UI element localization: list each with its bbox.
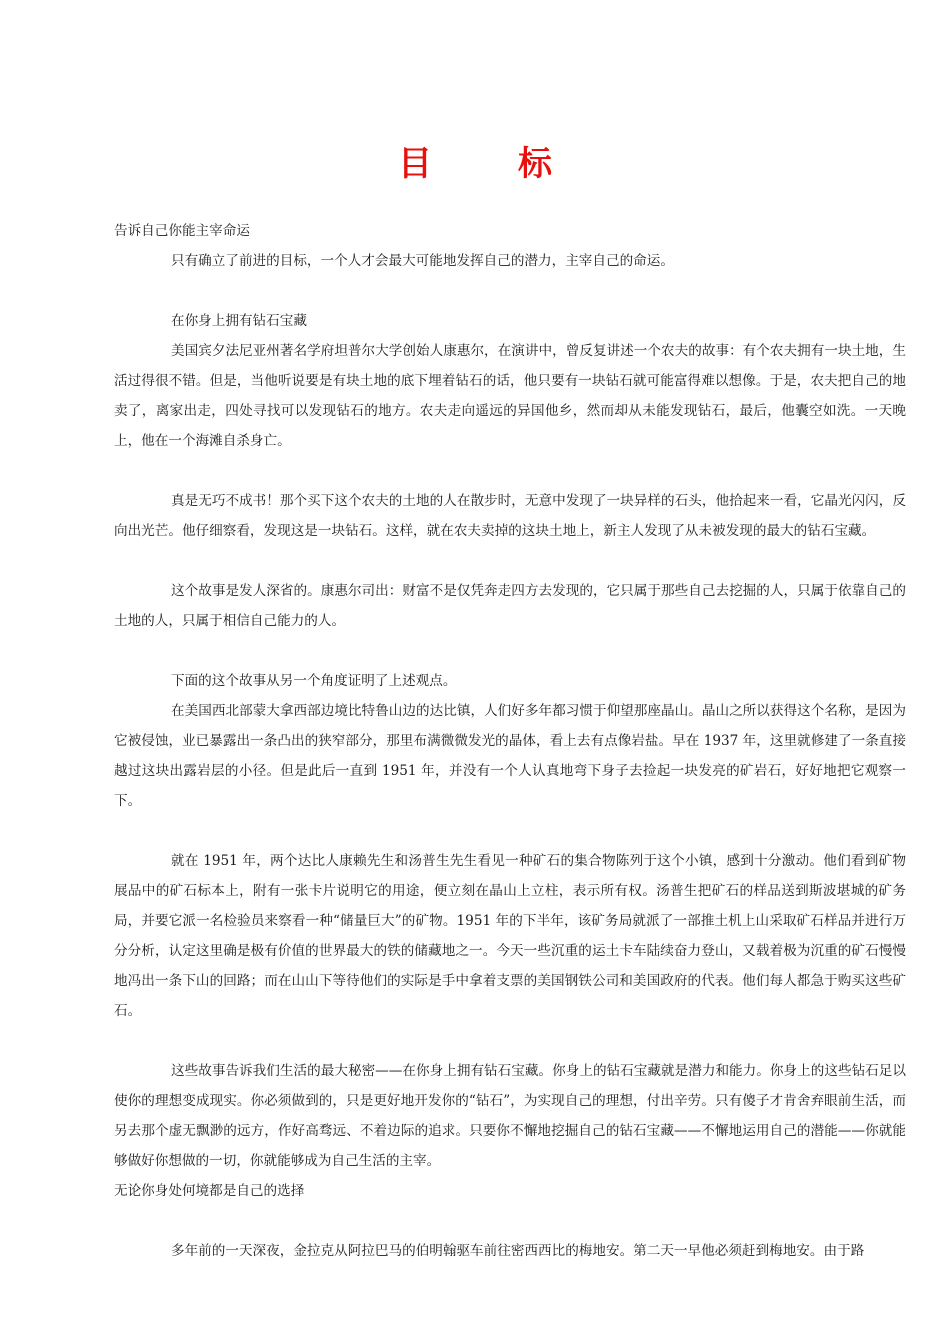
- paragraph: 美国宾夕法尼亚州著名学府坦普尔大学创始人康惠尔，在演讲中，曾反复讲述一个农夫的故事：有个农夫拥有一块土地，生活过得很不错。但是，当他听说要是有块土地的底下埋着钻石的话，他只要有一块钻石就可能富得难以想像。于是，农夫把自己的地卖了，离家出走，四处寻找可以发现钻石的地方。农夫走向遥远的异国他乡，然而却从未能发现钻石，最后，他囊空如洗。一天晚上，他在一个海滩自杀身亡。: [114, 343, 906, 449]
- paragraph: 在美国西北部蒙大拿西部边境比特鲁山边的达比镇，人们好多年都习惯于仰望那座晶山。晶山之所以获得这个名称，是因为它被侵蚀，业已暴露出一条凸出的狭窄部分，那里布满微微发光的晶体，看上去有点像岩盐。早在 1937 年，这里就修建了一条直接越过这块出露岩层的小径。但是此后一直到 1951 年，并没有一个人认真地弯下身子去捡起一块发亮的矿岩石，好好地把它观察一下。: [114, 703, 906, 809]
- title-char-2: 标: [518, 144, 552, 184]
- paragraph: 只有确立了前进的目标，一个人才会最大可能地发挥自己的潜力，主宰自己的命运。: [171, 253, 674, 269]
- section-heading: 告诉自己你能主宰命运: [114, 223, 250, 239]
- paragraph: 多年前的一天深夜，金拉克从阿拉巴马的伯明翰驱车前往密西西比的梅地安。第二天一早他必须赶到梅地安。由于路: [171, 1243, 865, 1259]
- title-char-1: 目: [398, 144, 432, 184]
- paragraph: 真是无巧不成书！那个买下这个农夫的土地的人在散步时，无意中发现了一块异样的石头，他拾起来一看，它晶光闪闪，反向出光芒。他仔细察看，发现这是一块钻石。这样，就在农夫卖掉的这块土地上，新主人发现了从未被发现的最大的钻石宝藏。: [114, 493, 906, 539]
- page-title: [0, 136, 950, 185]
- document-body: [114, 216, 906, 1266]
- paragraph: 这些故事告诉我们生活的最大秘密——在你身上拥有钻石宝藏。你身上的钻石宝藏就是潜力和能力。你身上的这些钻石足以使你的理想变成现实。你必须做到的，只是更好地开发你的“钻石”，为实现自己的理想，付出辛劳。只有傻子才肯舍弃眼前生活，而另去那个虚无飘渺的远方，作好高骛远、不着边际的追求。只要你不懈地挖掘自己的钻石宝藏——不懈地运用自己的潜能——你就能够做好你想做的一切，你就能够成为自己生活的主宰。: [114, 1063, 906, 1169]
- section-heading: 无论你身处何境都是自己的选择: [114, 1183, 305, 1199]
- paragraph: 就在 1951 年，两个达比人康赖先生和汤普生先生看见一种矿石的集合物陈列于这个小镇，感到十分激动。他们看到矿物展品中的矿石标本上，附有一张卡片说明它的用途，便立刻在晶山上立柱，表示所有权。汤普生把矿石的样品送到斯波堪城的矿务局，并要它派一名检验员来察看一种“储量巨大”的矿物。1951 年的下半年，该矿务局就派了一部推土机上山采取矿石样品并进行万分分析，认定这里确是极有价值的世界最大的铁的储藏地之一。今天一些沉重的运土卡车陆续奋力登山，又载着极为沉重的矿石慢慢地冯出一条下山的回路；而在山山下等待他们的实际是手中拿着支票的美国钢铁公司和美国政府的代表。他们每人都急于购买这些矿石。: [114, 853, 906, 1019]
- paragraph: 下面的这个故事从另一个角度证明了上述观点。: [171, 673, 457, 689]
- paragraph: 这个故事是发人深省的。康惠尔司出：财富不是仅凭奔走四方去发现的，它只属于那些自己去挖掘的人，只属于依靠自己的土地的人，只属于相信自己能力的人。: [114, 583, 906, 629]
- sub-heading: 在你身上拥有钻石宝藏: [171, 313, 307, 329]
